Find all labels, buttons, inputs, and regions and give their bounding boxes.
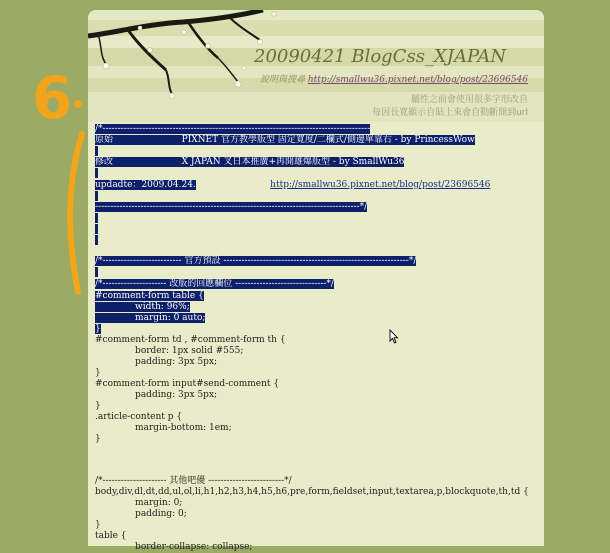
- code-line-text: [95, 168, 98, 178]
- blog-title: 20090421 BlogCss_XJAPAN: [254, 46, 507, 67]
- code-line-text: /*--------------------- 其他吧優 -------------------------*/: [95, 476, 292, 486]
- code-line: [95, 124, 370, 135]
- code-line-text: margin: 0;: [95, 498, 183, 508]
- code-line: [95, 423, 232, 434]
- code-line: [95, 291, 204, 302]
- code-line: [95, 235, 98, 246]
- blog-subtitle: [260, 72, 528, 85]
- blog-page: [88, 10, 544, 546]
- code-line-text: body,div,dl,dt,dd,ul,ol,li,h1,h2,h3,h4,h5,h6,pre,form,fieldset,input,textarea,p,blockquote,th,td {: [95, 487, 529, 497]
- code-line: [95, 313, 205, 324]
- code-line: [95, 368, 101, 379]
- code-line-text: ---------------------------------------------------------------------------------------*/: [95, 202, 368, 212]
- code-line: [95, 202, 367, 213]
- code-line: [95, 531, 127, 542]
- code-line: [95, 390, 217, 401]
- code-line: [95, 146, 98, 157]
- code-line: [95, 520, 101, 531]
- code-line-text: 修改 X JAPAN 叉日本推廣+再開雄爆版型 - by SmallWu36: [95, 157, 405, 167]
- code-line-text: padding: 3px 5px;: [95, 390, 218, 400]
- notice-line-2: 每因長寬顯示自貼上來會自動斷開到url: [372, 108, 528, 118]
- code-line: [95, 213, 98, 224]
- code-line: [95, 324, 101, 335]
- code-line: [95, 346, 243, 357]
- annotation-label: 6: [32, 70, 73, 132]
- code-line: [95, 476, 292, 487]
- code-line: [95, 180, 490, 191]
- code-line-text: margin-bottom: 1em;: [95, 423, 232, 433]
- code-line-text: [95, 267, 98, 277]
- code-line: [95, 434, 101, 445]
- subtitle-prefix: 說明與搜尋: [259, 75, 308, 85]
- code-line: [95, 357, 217, 368]
- annotation-six-marker: [28, 70, 88, 310]
- code-line-text: table {: [95, 531, 127, 541]
- code-line: [95, 256, 416, 267]
- code-line-text: updadte：2009.04.24.: [95, 180, 196, 190]
- code-line: [95, 168, 98, 179]
- code-line-text: /*----------------------------------------------------------------------------------------: [95, 124, 371, 134]
- code-line: [95, 267, 98, 278]
- code-line-text: padding: 3px 5px;: [95, 357, 218, 367]
- code-line-text: [95, 224, 98, 234]
- code-line: [95, 542, 252, 553]
- blog-notice: [372, 94, 528, 120]
- code-line: [95, 224, 98, 235]
- code-line: [95, 498, 182, 509]
- code-line: [95, 412, 182, 423]
- subtitle-link[interactable]: http://smallwu36.pixnet.net/blog/post/23696546: [307, 75, 528, 85]
- code-line-text: padding: 0;: [95, 509, 187, 519]
- code-line-text: /*-------------------------- 官方預設 -------------------------------------------------------------*/: [95, 256, 417, 266]
- code-line-text: .article-content p {: [95, 412, 183, 422]
- code-line: [95, 191, 98, 202]
- code-line: [95, 335, 286, 346]
- code-line: [95, 487, 529, 498]
- code-line-text: [95, 213, 98, 223]
- code-line-text: }: [95, 434, 101, 444]
- code-line-text: }: [95, 520, 101, 530]
- code-line: [95, 379, 279, 390]
- code-line-text: /*--------------------- 改版的回應欄位 ------------------------------*/: [95, 279, 334, 289]
- code-line-text: border: 1px solid #555;: [95, 346, 244, 356]
- code-line-text: #comment-form td , #comment-form th {: [95, 335, 286, 345]
- code-line-text: }: [95, 401, 101, 411]
- mouse-cursor-icon: [389, 329, 399, 344]
- code-line: [95, 302, 190, 313]
- notice-line-1: 屬性之前會使用很多字形改自: [410, 95, 528, 105]
- code-line-text: margin: 0 auto;: [95, 313, 206, 323]
- code-line: [95, 135, 475, 146]
- code-line-text: #comment-form input#send-comment {: [95, 379, 280, 389]
- code-line-text: 原始 PIXNET 官方教學版型 固定寬度/二欄式/側邊單靠右 - by PrincessWow: [95, 135, 475, 145]
- code-line-text: border-collapse: collapse;: [95, 542, 253, 552]
- code-line-text: #comment-form table {: [95, 291, 204, 301]
- code-line-text: [95, 235, 98, 245]
- code-line: [95, 509, 187, 520]
- code-line-text: width: 96%;: [95, 302, 190, 312]
- code-line-text: }: [95, 368, 101, 378]
- code-line-url[interactable]: http://smallwu36.pixnet.net/blog/post/23696546: [270, 180, 491, 190]
- code-line-text: }: [95, 324, 101, 334]
- code-line-text: [95, 191, 98, 201]
- code-line: [95, 279, 334, 290]
- code-line-text: [95, 146, 98, 156]
- code-line: [95, 157, 404, 168]
- code-line: [95, 401, 101, 412]
